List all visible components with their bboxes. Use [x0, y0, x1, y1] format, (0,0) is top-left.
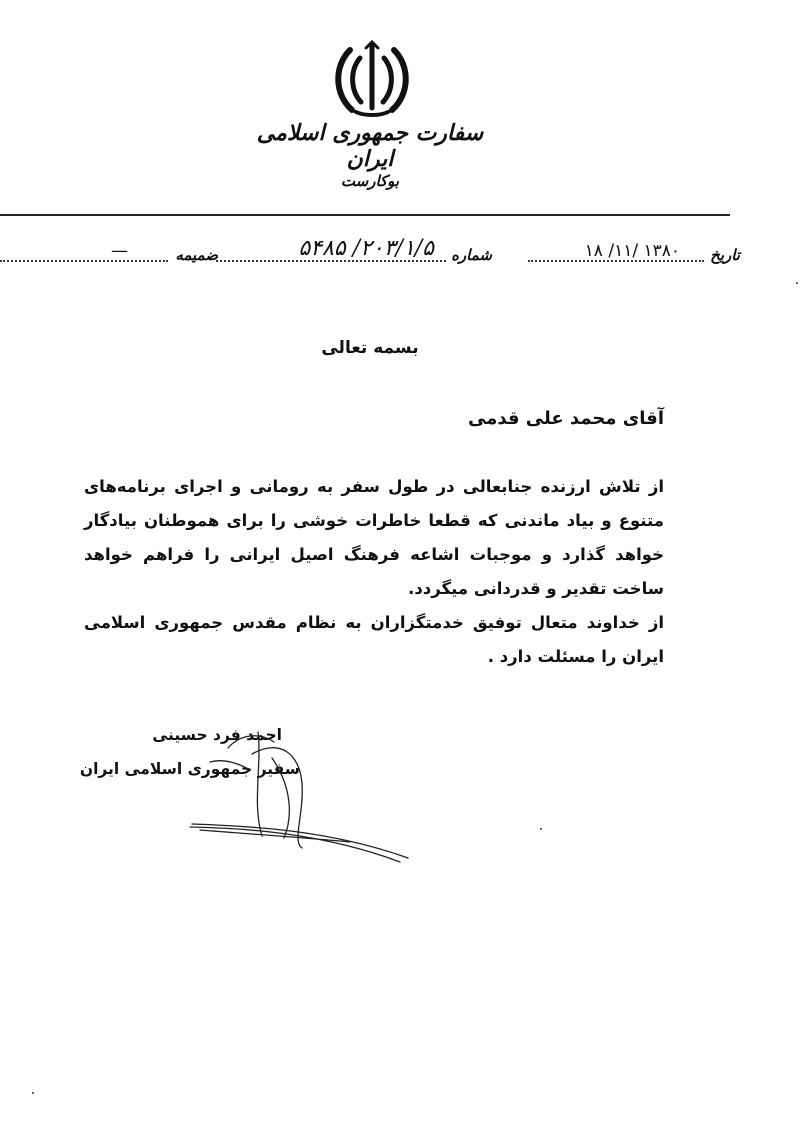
attachment-value: —	[111, 241, 128, 261]
scan-speck	[796, 282, 798, 284]
letter-heading: بسمه تعالی	[321, 338, 419, 358]
signer-name: احمد فرد حسینی	[152, 726, 282, 744]
reference-line	[0, 234, 740, 268]
date-label: تاریخ	[710, 246, 740, 264]
scan-speck	[32, 1092, 34, 1094]
scan-speck	[540, 828, 542, 830]
number-label: شماره	[451, 246, 492, 264]
body-paragraph-1: از تلاش ارزنده جنابعالی در طول سفر به رومانی و اجرای برنامه‌های متنوع و بیاد ماندنی که قطعا خاطرات خوشی را برای هموطنان بیادگار خواهد گذارد و موجبات اشاعه فرهنگ اصیل ایرانی را فراهم خواهد ساخت تقدیر و قدردانی میگردد.	[84, 477, 664, 598]
attachment-dotted-line	[0, 260, 168, 262]
date-value: ۱۳۸۰ /۱۱/ ۱۸	[584, 241, 680, 261]
embassy-city: بوکارست	[340, 172, 400, 190]
letter-body	[84, 470, 664, 674]
signer-title: سفیر جمهوری اسلامی ایران	[79, 760, 300, 778]
recipient-name: آقای محمد علی قدمی	[468, 408, 664, 429]
header-divider	[0, 214, 730, 216]
handwritten-signature	[180, 724, 430, 874]
iran-emblem-icon	[330, 38, 414, 118]
body-paragraph-2: از خداوند متعال توفیق خدمتگزاران به نظام مقدس جمهوری اسلامی ایران را مسئلت دارد .	[84, 613, 664, 666]
embassy-name: سفارت جمهوری اسلامی ایران	[256, 120, 484, 172]
attachment-label: ضمیمه	[175, 246, 218, 264]
number-value: ۲۰۳/۱/۵/ ۵۴۸۵	[298, 236, 434, 261]
